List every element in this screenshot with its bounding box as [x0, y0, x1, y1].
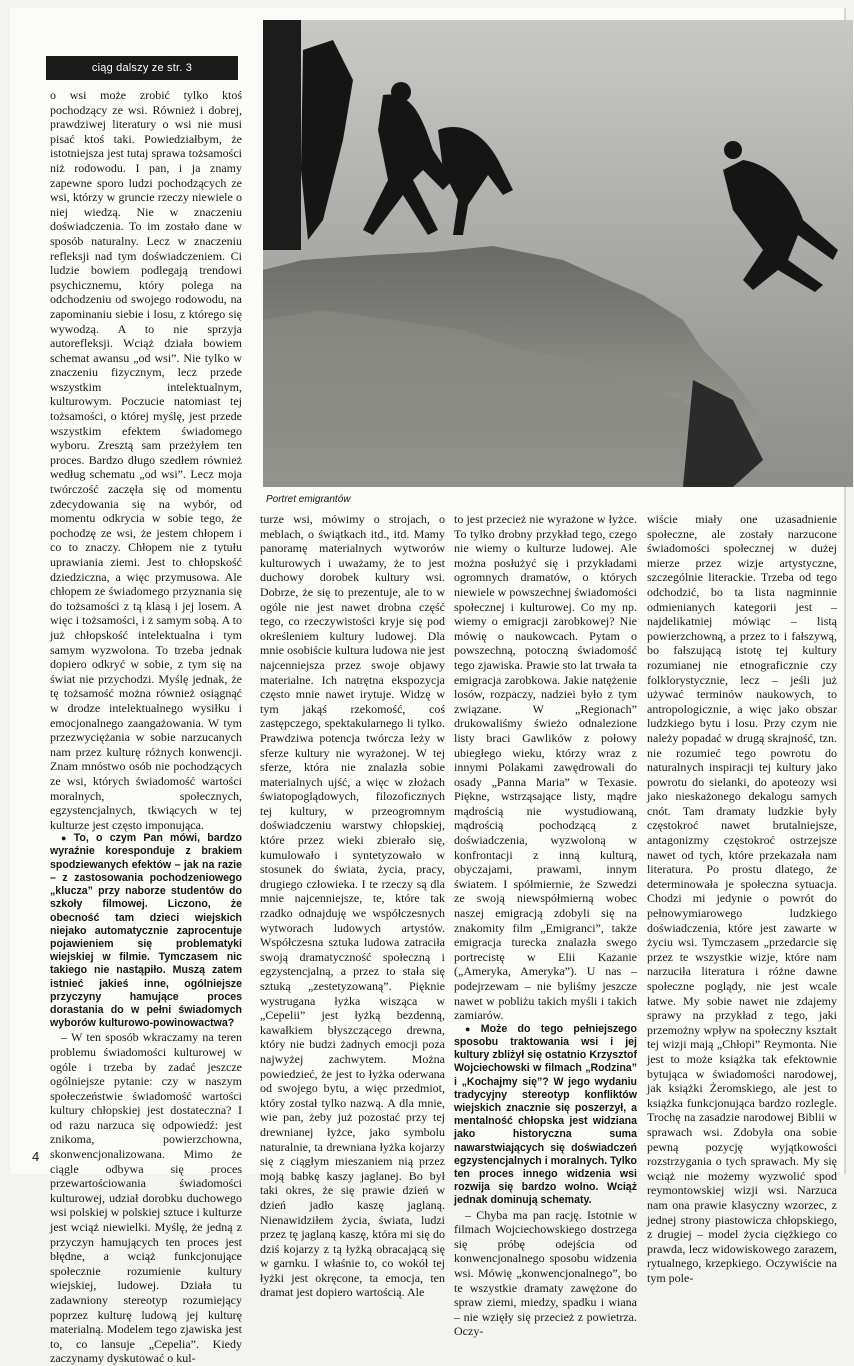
paragraph [50, 832, 242, 1030]
paragraph-text: Może do tego pełniejszego sposobu traktowania wsi i jej kultury zbliżył się ostatnio Krzysztof Wojciechowski w filmach „Rodzina” i „Kochajmy się”? W jego wydaniu tradycyjny stereotyp konfliktów wiejskich znacznie się poszerzył, a mentalność chłopska jest widziana jako historyczna suma nawarstwiających się doświadczeń egzystencjalnych i moralnych. Tylko ten proces innego widzenia wsi rozwija się bardzo wolno. Wciąż jednak dominują schematy. [454, 1022, 637, 1207]
paragraph [647, 512, 837, 1285]
photo-emigrants-image [263, 20, 853, 487]
paragraph-text: – W ten sposób wkraczamy na teren problemu świadomości kulturowej w ogóle i trzeba by zadać jeszcze ogólniejsze pytanie: czy w naszym społeczeństwie świadomość wartości kultury chłopskiej jest dostateczna? I od razu narzuca się odpowiedź: jest znikoma, powierzchowna, skonwencjonalizowana. Mimo że ciągle odbywa się proces przewartościowania świadomości kulturowej, udział dorobku duchowego wsi polskiej w polskiej sztuce i kulturze jest wciąż niewielki. Myślę, że jedną z przyczyn hamujących ten proces jest błędne, a wciąż funkcjonujące społecznie rozumienie kultury wiejskiej, ludowej. Działa tu zadawniony stereotyp rozumiejący poprzez kulturę ludową jej kulturę materialną. Modelem tego zjawiska jest to, co lansuje „Cepelia”. Kiedy zaczynamy dyskutować o kul- [50, 1030, 242, 1366]
photo-emigrants [263, 20, 853, 487]
bullet-icon: ● [465, 1023, 478, 1034]
paragraph-text: to jest przecież nie wyrażone w łyżce. To tylko drobny przykład tego, czego nie wiemy o kulturze ludowej. Ale można posłużyć się i przykładami ogromnych dramatów, o których niewiele w powszechnej świadomości społecznej i kulturowej. Co my np. wiemy o emigracji zarobkowej? Nie mówię o naukowcach. Pytam o powszechną, potoczną świadomość tego zjawiska. Prawie sto lat trwała ta emigracja zarobkowa. Jakie natężenie losów, rozpaczy, nadziei było z tym związane. W „Regionach” drukowaliśmy świeżo odnalezione listy braci Gawlików z połowy ubiegłego wieku, którzy wraz z innymi Polakami zawędrowali do osady „Panna Maria” w Texasie. Piękne, wstrząsające listy, mądre mądrością nie wystudiowaną, mądrością pochodzącą z doświadczenia, wyzwoloną w konfrontacji z inną kulturą, obyczajami, prawami, innym światem. I spółmiernie, że Szwedzi ze swoją niewspółmierną wobec naszej emigracją zdobyli się na znakomity film „Emigranci”, także emigracja turecka znalazła swego portrecistę w Elii Kazanie („Ameryka, Ameryka”). U nas – podejrzewam – nie byliśmy jeszcze nawet w pobliżu takich myśli i takich zamiarów. [454, 512, 637, 1023]
paragraph [454, 1208, 637, 1339]
text-column-1 [50, 88, 242, 1366]
paragraph-text: wiście miały one uzasadnienie społeczne, ale zostały narzucone świadomości społecznej w dużej mierze przez wizje artystyczne, szczególnie literackie. Trzeba od tego odchodzić, bo ta lista nagminnie odmienianych kategorii jest – najdelikatniej mówiąc – listą powierzchowną, a przez to i fałszywą, bo fałszującą istotę tej kultury rozumianej nie etnograficznie czy folklorystycznie, lecz – jeśli już używać terminów naukowych, to antropologicznie, a więc jako obszar ludzkiego bytu i losu. Przy czym nie należy popadać w drugą skrajność, tzn. nie rozumieć tego powrotu do naturalnych inspiracji tej kultury jako powrotu do sielanki, do apoteozy wsi jako nieskażonego dekalogu samych cnót. Tam dramaty ludzkie były częstokroć nawet brutalniejsze, antagonizmy częstokroć ostrzejsze nawet od tych, które przekazała nam literatura. Po prostu dlatego, że determinowała je społeczna sytuacja. Chodzi mi jedynie o powrót do pełnowymiarowego ludzkiego doświadczenia, które jest zawarte w życiu wsi. Tymczasem „przedarcie się przez te wszystkie wizje, które nam narzuciła literatura i różne dawne społeczne poglądy, nie jest wcale łatwe. My sobie nawet nie zdajemy sprawy na przykład z tego, jaki przemożny wpływ na społeczny kształt tej wizji mają „Chłopi” Reymonta. Nie jest to może książka tak efektownie bytująca w świadomości narodowej, jak książki Żeromskiego, ale jest to książka funkcjonująca bardzo rozlegle. Trochę na zasadzie narodowej Biblii w sprawach wsi. Zdobyła ona sobie pewną pozycję wyjątkowości rozstrzygania o tych sprawach. My się wciąż nie możemy wyzwolić spod reymontowskiej wizji wsi. Narzuca nam ona prawie klasyczny wzorzec, z jednej strony piastowicza chłopskiego, z drugiej – model życia ciężkiego co prawda, lecz widowiskowego zarazem, rytualnego, krzepkiego. Oczywiście na tym pole- [647, 512, 837, 1285]
paragraph [454, 1023, 637, 1208]
text-column-4 [647, 512, 837, 1285]
paragraph-text: – Chyba ma pan rację. Istotnie w filmach Wojciechowskiego dostrzega się próbę odejścia od konwencjonalnego sposobu widzenia wsi. Mówię „konwencjonalnego”, bo te wszystkie dramaty zawężone do spraw ziemi, miedzy, spadku i wiana – nie wzięły się przecież z powietrza. Oczy- [454, 1207, 637, 1339]
paragraph-text: turze wsi, mówimy o strojach, o meblach, o świątkach itd., itd. Mamy panoramę materialnych wytworów kulturowych i uważamy, że to jest duchowy dorobek kultury wsi. Dobrze, że się to prezentuje, ale to w ogóle nie jest nawet drobna część tego, co rzeczywistości kryje się pod określeniem kultury ludowej. Dla mnie osobiście kultura ludowa nie jest najcenniejsza przez swoje objawy materialne. Ich natrętna ekspozycja często mnie nawet irytuje. Widzę w tym jakąś rzekomość, coś zastępczego, spektakularnego li tylko. Prawdziwa potencja twórcza leży w sferze kultury nie wyrażonej. W tej sferze, która nie znalazła sobie materialnych ujść, a więc w złożach światopoglądowych, filozoficznych tej kultury, w przeogromnym doświadczeniu warstwy chłopskiej, które przez wieki zbierało się, kumulowało i syntetyzowało w stosunek do świata, życia, pracy, drugiego człowieka. I te rzeczy są dla mnie najcenniejsze, te, które tak rzadko odnajduję we współczesnych wytworach ludowych artystów. Współczesna sztuka ludowa zatraciła swoją dramatyczność społeczną i egzystencjalną, a przez to stała się sztuką „zestetyzowaną”. Pięknie wystrugana łyżka wisząca w „Cepelii” jest łyżką bezdenną, kawałkiem błyszczącego drewna, który nie budzi żadnych emocji poza najwyżej zachwytem. Można powiedzieć, że jest to łyżka oderwana od swojego bytu, a więc przedmiot, który został tylko nazwą. A dla mnie, wie pan, żeby już pozostać przy tej drewnianej łyżce, jako symbolu naturalnie, ta drewniana łyżka kojarzy się z ciągłym mieszaniem nią przez moją babkę kaszy jaglanej. Bo był taki okres, że się prawie dzień w dzień jadło kaszę jaglaną. Nienawidziłem życia, świata, ludzi przez tę jaglaną kaszę, która mi się do dziś kojarzy z tą łyżką obracającą się w garnku. I właśnie to, co wokół tej łyżki jest okręcone, ta emocja, ten dramat jest dopiero wartością. Ale [260, 512, 445, 1300]
bullet-icon: ● [61, 833, 71, 844]
page-number: 4 [32, 1149, 40, 1164]
paragraph-text: To, o czym Pan mówi, bardzo wyraźnie koresponduje z brakiem spodziewanych efektów – jak na razie – z zastosowania pochodzeniowego „klucza” przy naborze studentów do szkoły filmowej. Liczono, że obecność tam dzieci wiejskich niejako automatycznie zaprocentuje pojawieniem się problematyki wiejskiej w filmie. Tymczasem nic takiego nie nastąpiło. Muszą zatem istnieć jakieś inne, ogólniejsze przyczyny hamujące proces dorastania do w pełni świadomych wyborów kulturowo-powinowactwa? [50, 832, 242, 1030]
paragraph [50, 1030, 242, 1366]
photo-caption: Portret emigrantów [266, 494, 351, 505]
paragraph [50, 88, 242, 832]
text-column-2 [260, 512, 445, 1300]
magazine-page [10, 8, 846, 1366]
paragraph-text: o wsi może zrobić tylko ktoś pochodzący ze wsi. Również i dobrej, prawdziwej literatury o wsi nie musi pisać ktoś taki. Powiedziałbym, że istotniejsza jest tutaj sprawa tożsamości niż rodowodu. I pan, i ja znamy zapewne sporo ludzi pochodzących ze wsi, którzy w gruncie rzeczy niewiele o niej wiedzą. Nie w znaczeniu doświadczenia. To im zostało dane w sposób naturalny. Lecz w znaczeniu refleksji nad tym doświadczeniem. Ci ludzie bowiem podlegają trendowi psychicznemu, który polega na odchodzeniu od swojego rodowodu, na zapominaniu siebie i losu, z którego się wywodzą. A to nie sprzyja autorefleksji. Wciąż działa bowiem schemat awansu „od wsi”. Nie tylko w znaczeniu fizycznym, lecz przede wszystkim intelektualnym, kulturowym. Poczucie natomiast tej tożsamości, o której myślę, jest przede wszystkim efektem świadomego wyboru. Zresztą sam przeżyłem ten proces. Bardzo długo szedłem również według schematu „od wsi”. Lecz moja twórczość zaczęła się od momentu zdecydowania się na wybór, od momentu odkrycia w sobie tego, że pochodzę ze wsi, że jestem chłopem i co to znaczy. Chłopem nie z tytułu uprawiania ziemi. Jest to chłopskość dziedziczna, a więc przymusowa. Ale chłopem ze świadomego przyznania się do tożsamości z tą klasą i jej losem. A więc i tożsamości, i z samym sobą. A to już chłopskość intelektualna i tym samym wyzwolona. To trzeba jednak dopiero odkryć w sobie, z tym się na świat nie przychodzi. Myślę jednak, że tę tożsamość można również osiągnąć w drodze intelektualnego wysiłku i emocjonalnego zaangażowania. W tym przezwyciężania w sobie narzucanych nam przez kulturę różnych konwencji. Znam mnóstwo osób nie pochodzących ze wsi, których świadomość wartości moralnych, społecznych, egzystencjalnych, tkwiących w tej kulturze jest często imponująca. [50, 88, 242, 832]
paragraph [454, 512, 637, 1023]
paragraph [260, 512, 445, 1300]
text-column-3 [454, 512, 637, 1339]
continuation-label: ciąg dalszy ze str. 3 [46, 56, 238, 80]
